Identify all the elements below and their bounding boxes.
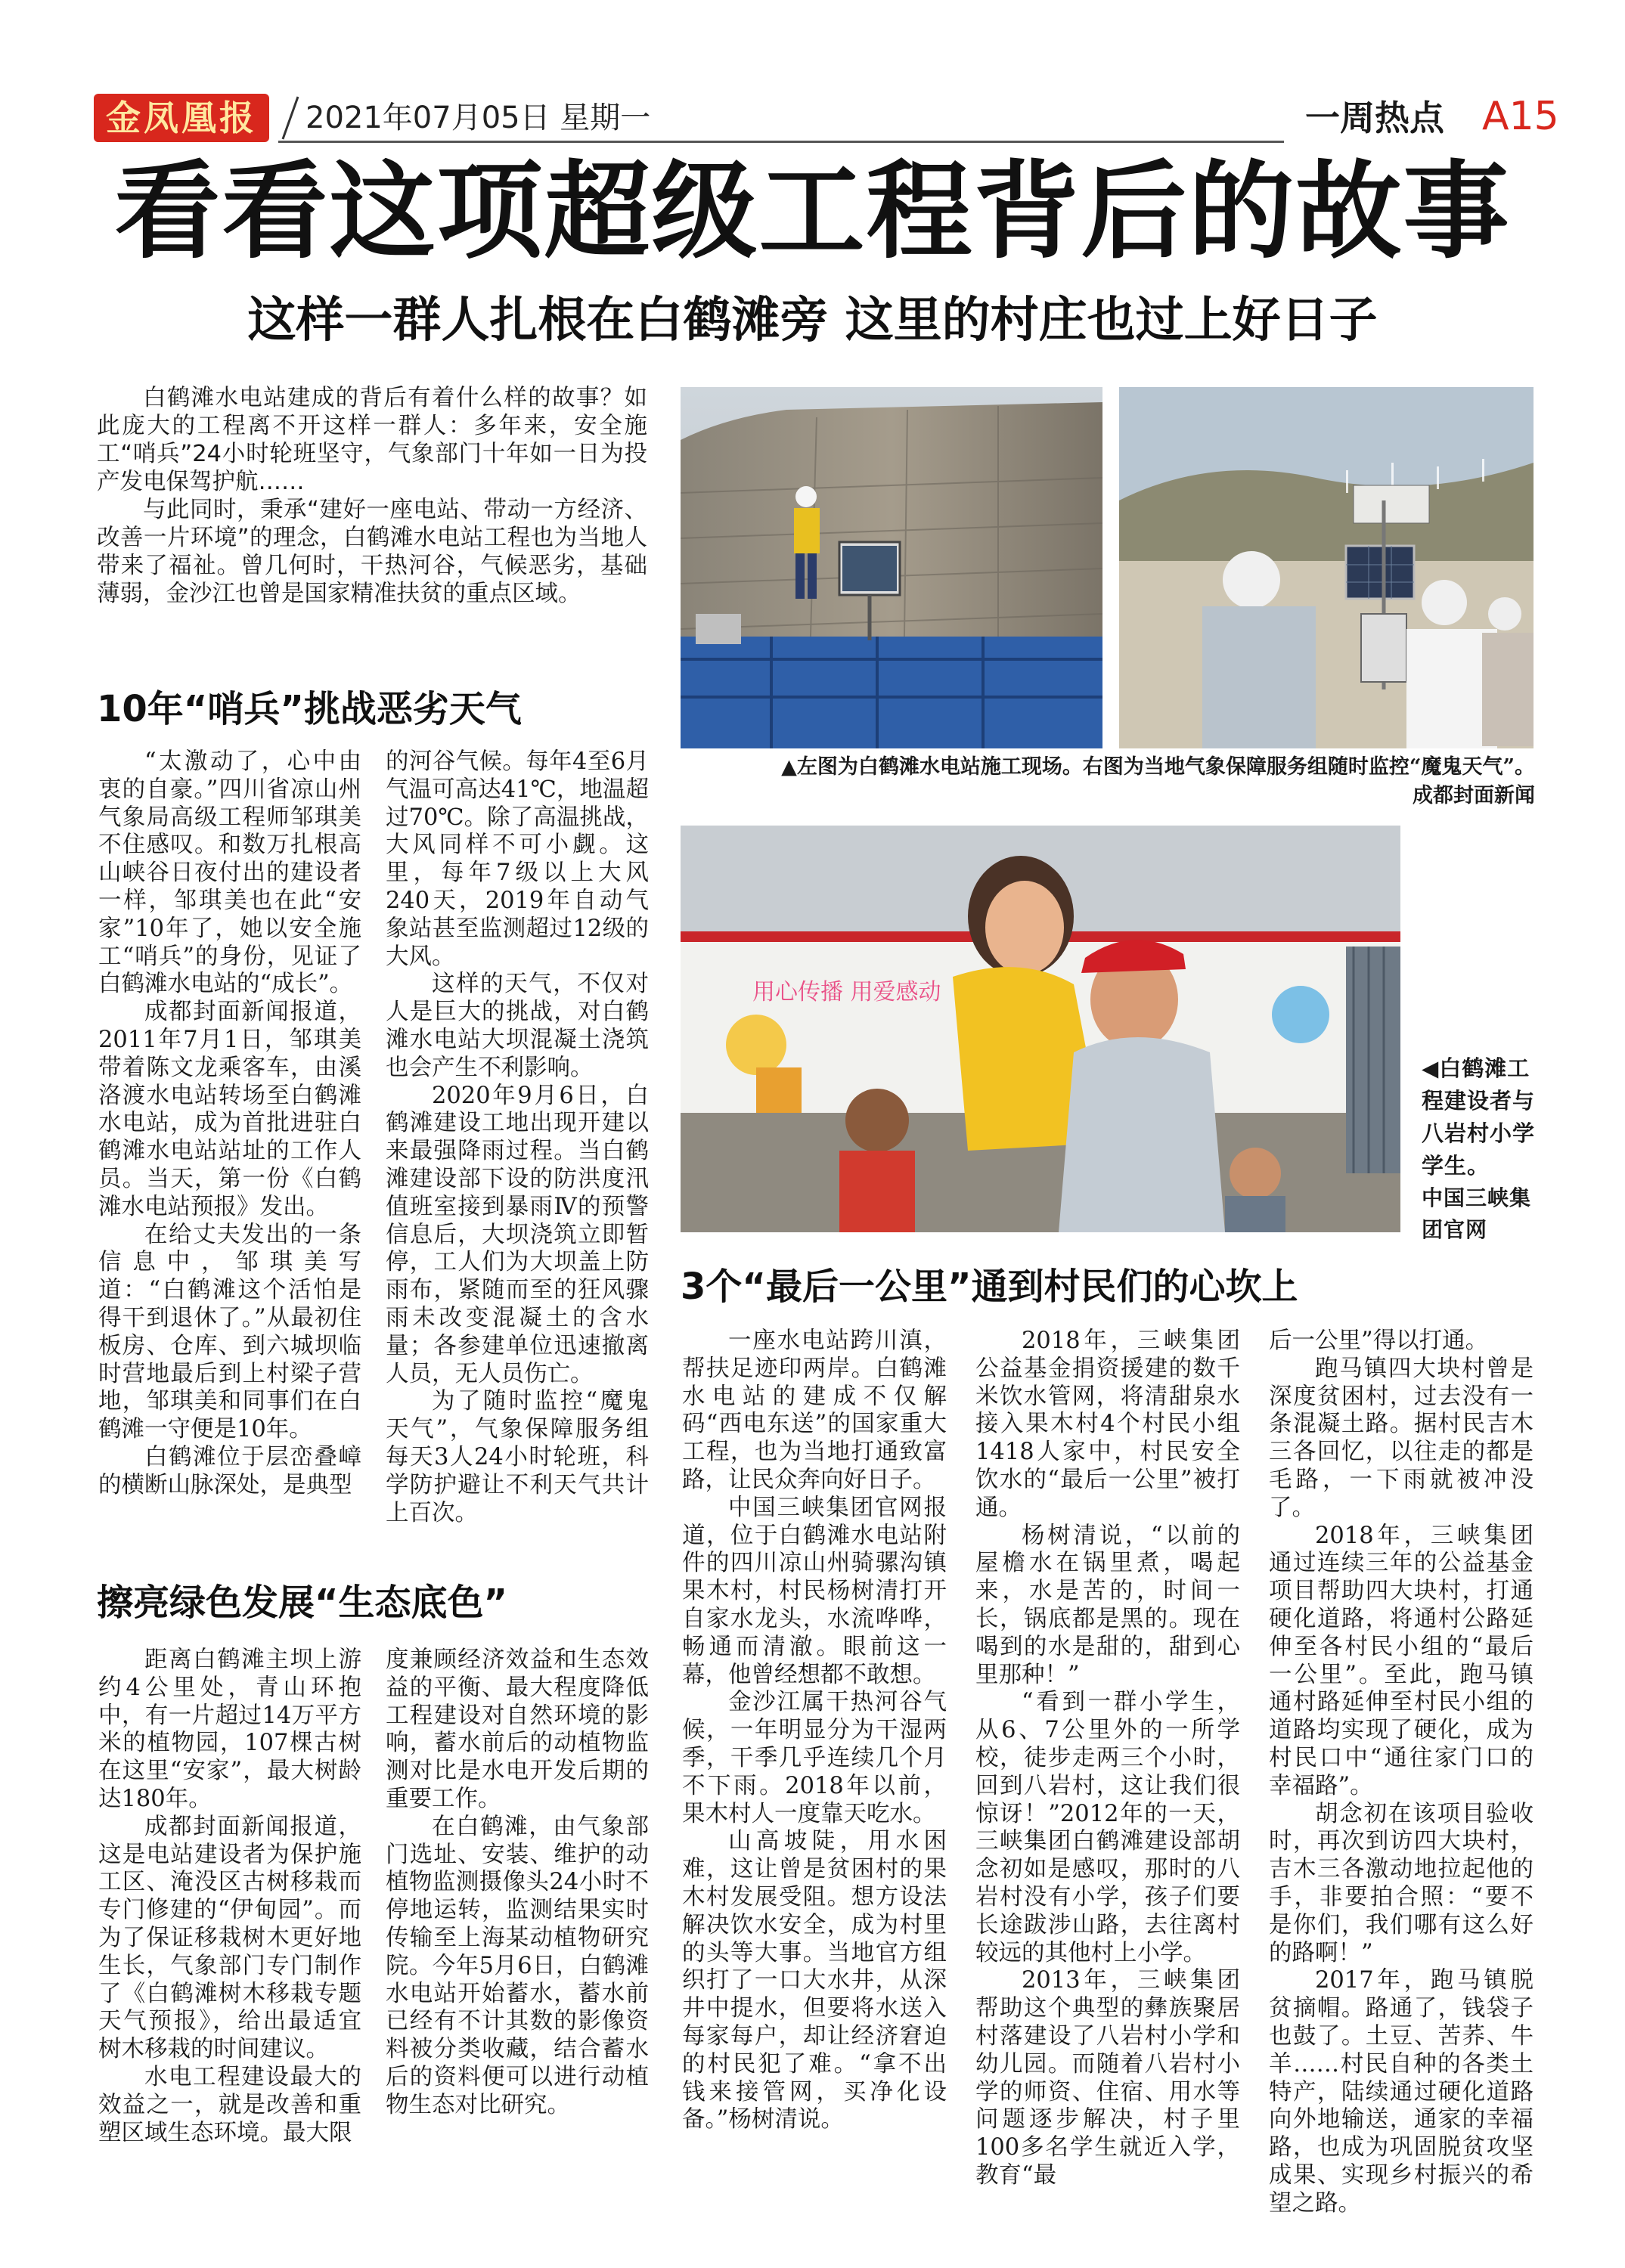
middle-photo-caption-text: ◀白鹤滩工程建设者与八岩村小学学生。	[1422, 1055, 1536, 1179]
headline: 看看这项超级工程背后的故事	[114, 150, 1511, 274]
article-paragraph: “太激动了，心中由衷的自豪。”四川省凉山州气象局高级工程师邹琪美不住感叹。和数万扎根高山峡谷日夜付出的建设者一样，邹琪美也在此“安家”10年了，她以安全施工“哨兵”的身份，见证了白鹤滩水电站的“成长”。	[98, 748, 361, 998]
article-paragraph: 后一公里”得以打通。	[1269, 1328, 1489, 1354]
article-paragraph: 山高坡陡，用水困难，这让曾是贫困村的果木村发展受阻。想方设法解决饮水安全，成为村里的头等大事。当地官方组织打了一口大水井，从深井中提水，但要将水送入每家每户，却让经济窘迫的村民犯了难。“拿不出钱来接管网，买净化设备。”杨树清说。	[682, 1828, 947, 2133]
section3-column-2	[975, 1328, 1240, 2190]
section2-column-1	[98, 1647, 361, 2147]
lead-paragraph: 白鹤滩水电站建成的背后有着什么样的故事？如此庞大的工程离不开这样一群人：多年来，安全施工“哨兵”24小时轮班坚守，气象部门十年如一日为投产发电保驾护航……	[97, 385, 647, 495]
top-photo-caption	[665, 753, 1535, 810]
article-paragraph: 在白鹤滩，由气象部门选址、安装、维护的动植物监测摄像头24小时不停地运转，监测结果实时传输至上海某动植物研究院。今年5月6日，白鹤滩水电站开始蓄水，蓄水前已经有不计其数的影像资料被分类收藏，结合蓄水后的资料便可以进行动植物生态对比研究。	[386, 1813, 649, 2118]
slash-divider	[278, 94, 301, 142]
article-paragraph: 杨树清说，“以前的屋檐水在锅里煮，喝起来，水是苦的，时间一长，锅底都是黑的。现在喝到的水是甜的，甜到心里那种！”	[975, 1522, 1240, 1688]
top-photo-caption-text: ▲左图为白鹤滩水电站施工现场。右图为当地气象保障服务组随时监控“魔鬼天气”。	[781, 755, 1535, 779]
top-photo-source: 成都封面新闻	[1413, 784, 1535, 807]
section1-column-1	[98, 748, 361, 1500]
newspaper-logo: 金凤凰报	[94, 94, 269, 142]
article-paragraph: 2018年，三峡集团公益基金捐资援建的数千米饮水管网，将清甜泉水接入果木村4个村民小组1418人家中，村民安全饮水的“最后一公里”被打通。	[975, 1328, 1240, 1521]
article-paragraph: 一座水电站跨川滇，帮扶足迹印两岸。白鹤滩水电站的建成不仅解码“西电东送”的国家重大工程，也为当地打通致富路，让民众奔向好日子。	[682, 1328, 947, 1493]
article-paragraph: 为了随时监控“魔鬼天气”，气象保障服务组每天3人24小时轮班，科学防护避让不利天气共计上百次。	[386, 1388, 649, 1526]
weather-monitoring-photo	[1119, 387, 1534, 748]
workers-with-students-photo	[681, 826, 1400, 1232]
lead-paragraphs	[97, 384, 647, 608]
middle-photo-caption	[1422, 1052, 1535, 1246]
subheadline: 这样一群人扎根在白鹤滩旁 这里的村庄也过上好日子	[247, 293, 1378, 349]
article-paragraph: 成都封面新闻报道，2011年7月1日，邹琪美带着陈文龙乘客车，由溪洛渡水电站转场至白鹤滩水电站，成为首批进驻白鹤滩水电站站址的工作人员。当天，第一份《白鹤滩水电站预报》发出。	[98, 999, 361, 1220]
article-paragraph: 水电工程建设最大的效益之一，就是改善和重塑区域生态环境。最大限	[98, 2063, 361, 2146]
article-paragraph: 2013年，三峡集团帮助这个典型的彝族聚居村落建设了八岩村小学和幼儿园。而随着八岩村小学的师资、住宿、用水等问题逐步解决，村子里100多名学生就近入学，教育“最	[975, 1967, 1240, 2189]
article-paragraph: 白鹤滩位于层峦叠嶂的横断山脉深处，是典型	[98, 1443, 361, 1498]
article-paragraph: 金沙江属干热河谷气候，一年明显分为干湿两季，干季几乎连续几个月不下雨。2018年以前，果木村人一度靠天吃水。	[682, 1689, 947, 1827]
section3-column-3	[1269, 1328, 1534, 2218]
article-paragraph: 跑马镇四大块村曾是深度贫困村，过去没有一条混凝土路。据村民吉木三各回忆，以往走的都是毛路，一下雨就被冲没了。	[1269, 1355, 1534, 1521]
article-paragraph: 2017年，跑马镇脱贫摘帽。路通了，钱袋子也鼓了。土豆、苦荞、牛羊……村民自种的各类土特产，陆续通过硬化道路向外地输送，通家的幸福路，也成为巩固脱贫攻坚成果、实现乡村振兴的希望之路。	[1269, 1967, 1534, 2217]
article-paragraph: 2020年9月6日，白鹤滩建设工地出现开建以来最强降雨过程。当白鹤滩建设部下设的防洪度汛值班室接到暴雨Ⅳ的预警信息后，大坝浇筑立即暂停，工人们为大坝盖上防雨布，紧随而至的狂风骤雨未改变混凝土的含水量；各参建单位迅速撤离人员，无人员伤亡。	[386, 1082, 649, 1387]
middle-photo-source: 中国三峡集团官网	[1422, 1185, 1532, 1242]
section2-column-2	[386, 1647, 649, 2120]
section-title-sentinels: 10年“哨兵”挑战恶劣天气	[97, 688, 522, 730]
section1-column-2	[386, 748, 649, 1527]
article-paragraph: 2018年，三峡集团通过连续三年的公益基金项目帮助四大块村，打通硬化道路，将通村公路延伸至各村民小组的“最后一公里”。至此，跑马镇通村路延伸至村民小组的道路均实现了硬化，成为村民口中“通往家门口的幸福路”。	[1269, 1522, 1534, 1799]
section3-column-1	[682, 1328, 947, 2134]
article-paragraph: 距离白鹤滩主坝上游约4公里处，青山环抱中，有一片超过14万平方米的植物园，107棵古树在这里“安家”，最大树龄达180年。	[98, 1647, 361, 1812]
article-paragraph: 在给丈夫发出的一条信息中，邹琪美写道：“白鹤滩这个活怕是得干到退休了。”从最初住板房、仓库、到六城坝临时营地最后到上村梁子营地，邹琪美和同事们在白鹤滩一守便是10年。	[98, 1221, 361, 1443]
article-paragraph: 度兼顾经济效益和生态效益的平衡、最大程度降低工程建设对自然环境的影响，蓄水前后的动植物监测对比是水电开发后期的重要工作。	[386, 1647, 649, 1812]
section-title-green-development: 擦亮绿色发展“生态底色”	[97, 1582, 508, 1624]
issue-date: 2021年07月05日 星期一	[305, 101, 651, 135]
article-paragraph: “看到一群小学生，从6、7公里外的一所学校，徒步走两三个小时，回到八岩村，这让我们很惊讶！”2012年的一天，三峡集团白鹤滩建设部胡念初如是感叹，那时的八岩村没有小学，孩子们要长途跋涉山路，去往离村较远的其他村上小学。	[975, 1689, 1240, 1966]
wall-slogan: 用心传播 用爱感动	[752, 979, 941, 1005]
article-paragraph: 胡念初在该项目验收时，再次到访四大块村，吉木三各激动地拉起他的手，非要拍合照：“要不是你们，我们哪有这么好的路啊！”	[1269, 1800, 1534, 1966]
article-paragraph: 这样的天气，不仅对人是巨大的挑战，对白鹤滩水电站大坝混凝土浇筑也会产生不利影响。	[386, 971, 649, 1081]
construction-site-photo	[681, 387, 1102, 748]
section-title-last-mile: 3个“最后一公里”通到村民们的心坎上	[681, 1266, 1298, 1308]
masthead-rule	[278, 141, 1284, 143]
article-paragraph: 的河谷气候。每年4至6月气温可高达41℃，地温超过70℃。除了高温挑战，大风同样不可小觑。这里，每年7级以上大风240天，2019年自动气象站甚至监测超过12级的大风。	[386, 748, 649, 970]
lead-paragraph: 与此同时，秉承“建好一座电站、带动一方经济、改善一片环境”的理念，白鹤滩水电站工程也为当地人带来了福祉。曾几何时，干热河谷，气候恶劣，基础薄弱，金沙江也曾是国家精准扶贫的重点区域。	[97, 497, 647, 607]
page-number: A15	[1482, 94, 1559, 139]
section-name: 一周热点	[1305, 98, 1444, 138]
article-paragraph: 成都封面新闻报道，这是电站建设者为保护施工区、淹没区古树移栽而专门修建的“伊甸园”。而为了保证移栽树木更好地生长，气象部门专门制作了《白鹤滩树木移栽专题天气预报》，给出最适宜树木移栽的时间建议。	[98, 1813, 361, 2063]
article-paragraph: 中国三峡集团官网报道，位于白鹤滩水电站附件的四川凉山州骑骡沟镇果木村，村民杨树清打开自家水龙头，水流哗哗，畅通而清澈。眼前这一幕，他曾经想都不敢想。	[682, 1494, 947, 1688]
